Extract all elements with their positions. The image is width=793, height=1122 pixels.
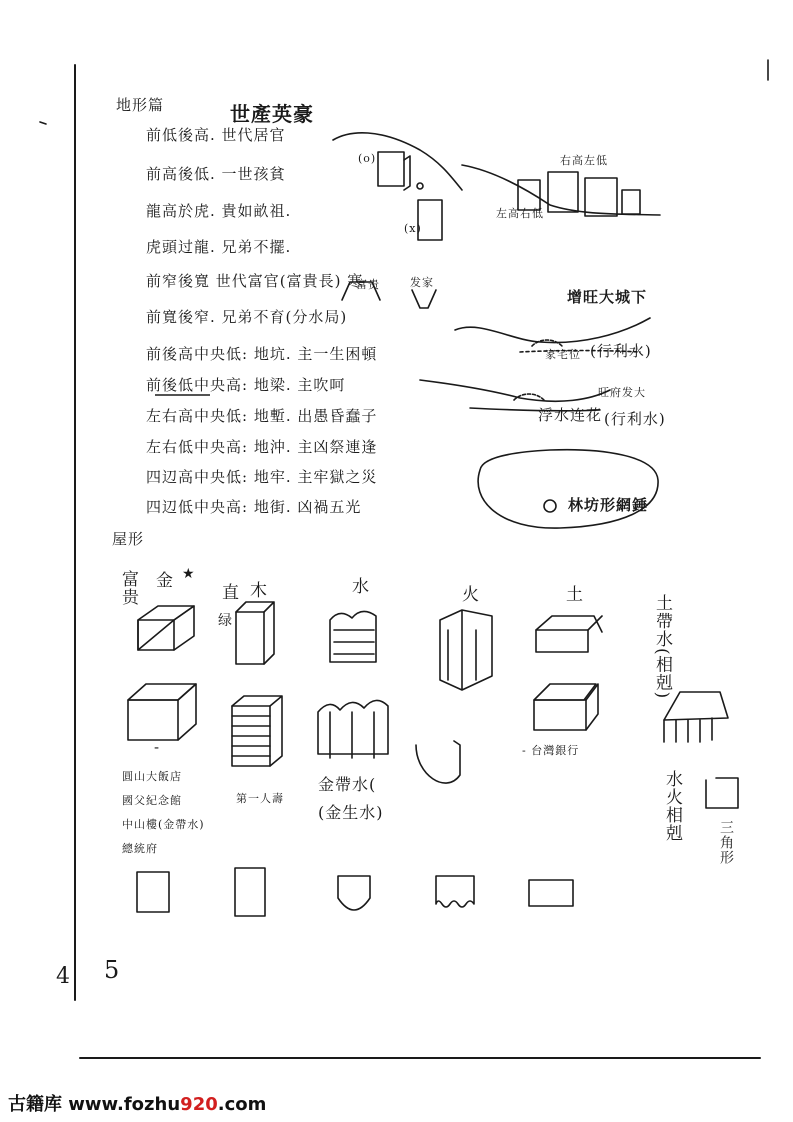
label-right-high-left-low: 右高左低 [560, 154, 608, 167]
house-b-label: 浮水连花 [538, 406, 603, 424]
gold-example: 總統府 [122, 842, 158, 855]
gold-box-side [178, 684, 196, 740]
element-label-water: 水 [352, 577, 370, 597]
earth-house-front [536, 630, 588, 652]
side-note-triangle: 三角形 [718, 820, 734, 865]
water-wave-building [318, 700, 388, 754]
page-number-left: 4 [56, 964, 71, 989]
water-building-1-lines [334, 630, 374, 654]
terrain-item: 前後低中央高: 地梁. 主吹呵 [146, 376, 346, 394]
shape-outline-wood [235, 868, 265, 916]
wealth-title: 增旺大城下 [567, 288, 648, 306]
fire-arc-shape [416, 741, 460, 783]
house-sketch-left-1-side [404, 156, 410, 190]
sketch-marker-o: (o) [358, 152, 377, 165]
terrain-item: 前低後高. 世代居官 [146, 126, 286, 144]
mixed-building-columns [664, 718, 712, 742]
gold-example: 中山樓(金帶水) [122, 818, 205, 831]
terrain-heading: 地形篇 [116, 96, 165, 114]
handwriting-fugui: 富贵 [356, 278, 380, 291]
river-line-1 [455, 318, 650, 343]
gold-example: 圓山大飯店 [122, 770, 182, 783]
gold-box-front [128, 700, 178, 740]
side-note-water-fire: 水火相剋 [662, 770, 682, 842]
star-icon: ★ [182, 566, 196, 582]
fugui-vertical: 富贵 [118, 570, 138, 606]
terrain-item: 龍高於虎. 貴如畝祖. [146, 202, 292, 220]
edge-dash-mark [40, 122, 46, 124]
terrain-item: 四辺低中央高: 地街. 凶禍五光 [146, 498, 362, 516]
wood-example: 第一人壽 [236, 792, 284, 805]
house-b-note: (行利水) [604, 410, 666, 428]
site-footer [8, 1090, 266, 1116]
element-label-wood: 木 [250, 581, 268, 601]
gold-bottom-dash: - [154, 738, 161, 756]
small-circle-marker [417, 183, 423, 189]
terrain-item: 前後高中央低: 地坑. 主一生困頓 [146, 345, 378, 363]
terrain-item: 前寬後窄. 兄弟不育(分水局) [146, 308, 348, 326]
site-url-part3[interactable]: .com [217, 1094, 267, 1115]
house-sketch-right-3 [585, 178, 617, 216]
page-number-right: 5 [104, 956, 121, 984]
gold-house-side [174, 606, 194, 650]
label-left-high-right-low: 左高右低 [496, 207, 544, 220]
water-wave-lines [330, 712, 374, 758]
shape-outline-water [338, 876, 370, 910]
triangle-house-sketch [706, 778, 738, 808]
house-sketch-right-4 [622, 190, 640, 214]
water-note-2: (金生水) [318, 803, 384, 822]
shape-outline-fire [436, 876, 474, 907]
site-url-part1[interactable]: www.fozhu [68, 1094, 181, 1115]
roof-shape-2 [412, 290, 436, 308]
earth-example: - 台灣銀行 [522, 744, 580, 757]
terrain-item: 虎頭过龍. 兄弟不擺. [146, 238, 292, 256]
element-label-fire: 火 [462, 585, 480, 605]
house-sketch-left-1 [378, 152, 404, 186]
shape-outline-gold [137, 872, 169, 912]
shape-outline-earth [529, 880, 573, 906]
earth-box-front [534, 700, 586, 730]
earth-box-side [586, 684, 598, 730]
wood-tower-front [236, 612, 264, 664]
building-shapes-heading: 屋形 [112, 530, 145, 548]
water-note-1: 金帶水( [318, 775, 377, 794]
terrain-item: 四辺高中央低: 地牢. 主牢獄之災 [146, 468, 378, 486]
site-url-part2[interactable]: 920 [180, 1094, 218, 1115]
house-a-note: (行利水) [590, 342, 652, 360]
round-enclosure-label: 林坊形網錘 [568, 496, 649, 514]
terrain-item: 前窄後寬 世代富官(富貴長) 寒 [146, 272, 364, 290]
hill-outline-1 [333, 133, 462, 190]
earth-box-top [534, 684, 596, 700]
house-a-label: 家宅位 [545, 348, 581, 361]
zhi-label: 直 [222, 583, 240, 603]
terrain-item: 左右高中央低: 地塹. 出愚昏蠢子 [146, 407, 378, 425]
round-enclosure [478, 450, 658, 528]
terrain-item: 左右低中央高: 地沖. 主凶祭連逢 [146, 438, 378, 456]
side-note-earth-water: 土帶水(相剋) [652, 594, 672, 700]
terrain-title-note: 世產英豪 [230, 102, 314, 126]
gold-example: 國父紀念館 [122, 794, 182, 807]
handwriting-fajia: 发家 [410, 276, 434, 289]
element-label-gold: 金 [156, 571, 174, 591]
sketch-marker-x: (x) [404, 222, 422, 235]
site-name: 古籍库 [8, 1094, 62, 1115]
terrain-item: 前高後低. 一世孩貧 [146, 165, 286, 183]
wood-note: 绿 [218, 613, 233, 629]
element-label-earth: 土 [566, 585, 584, 605]
house-b-top-label: 旺府发大 [598, 386, 646, 399]
wood-striped-floors [232, 716, 270, 756]
enclosure-house-marker [544, 500, 556, 512]
